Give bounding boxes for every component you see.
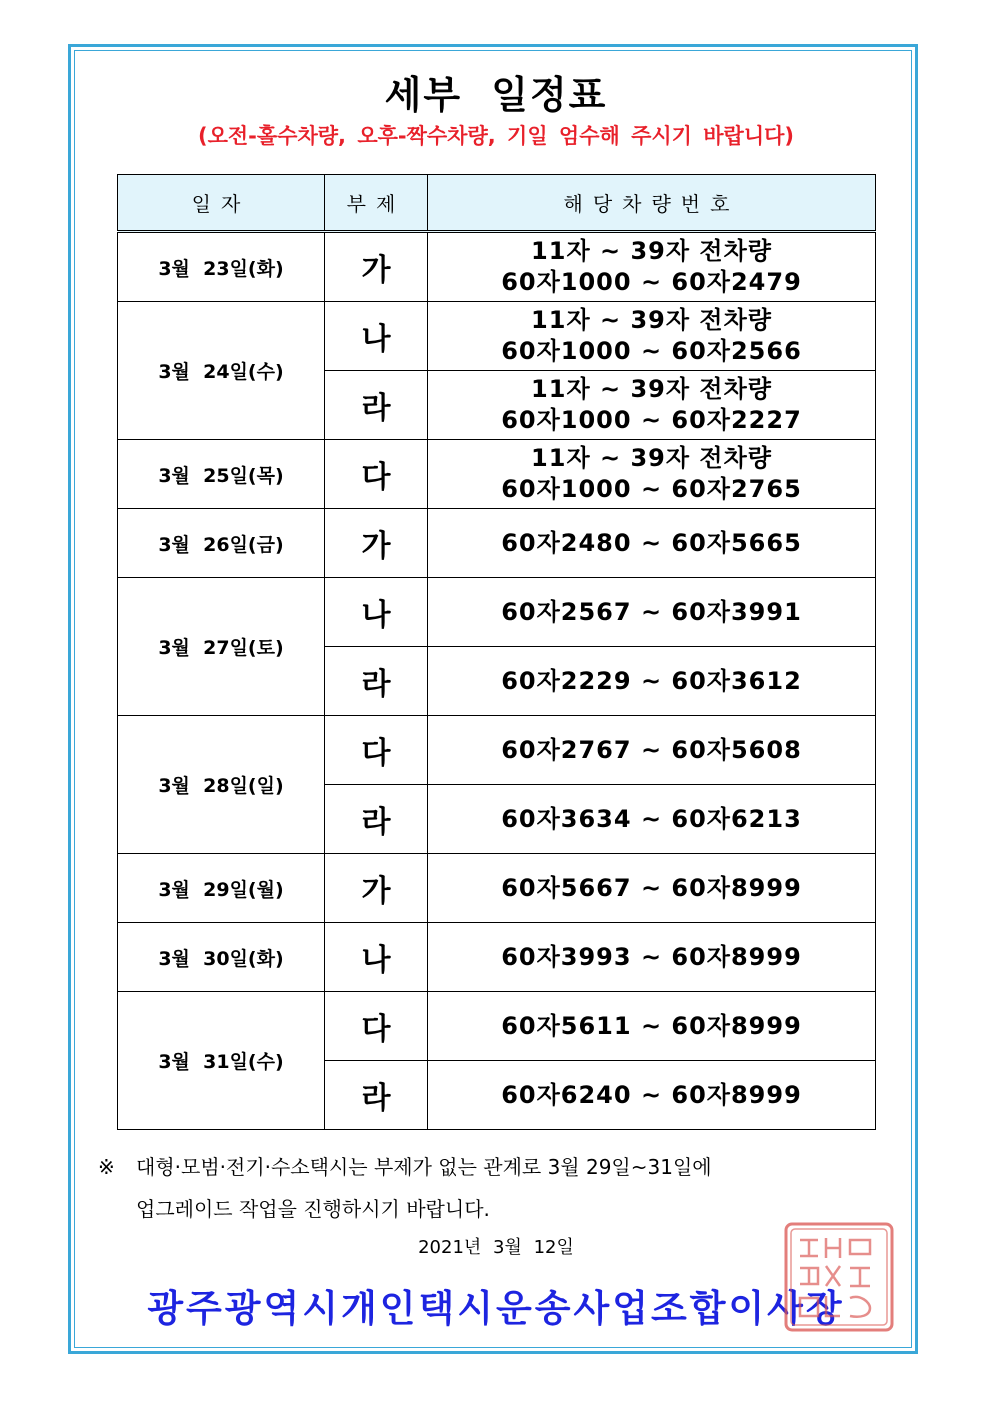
division-cell: 라 [325,647,428,716]
division-cell: 라 [325,1061,428,1130]
vehicle-range-cell: 60자2229 ~ 60자3612 [428,647,876,716]
vehicle-range-cell: 60자6240 ~ 60자8999 [428,1061,876,1130]
division-cell: 라 [325,371,428,440]
vehicle-range-cell: 11자 ~ 39자 전차량 60자1000 ~ 60자2765 [428,440,876,509]
date-cell: 3월 30일(화) [118,923,325,992]
table-row [118,232,876,302]
division-cell: 나 [325,302,428,371]
date-cell: 3월 27일(토) [118,578,325,716]
date-cell: 3월 23일(화) [118,232,325,302]
division-cell: 가 [325,232,428,302]
date-cell: 3월 25일(목) [118,440,325,509]
header-date: 일자 [118,175,325,232]
division-cell: 가 [325,509,428,578]
date-cell: 3월 28일(일) [118,716,325,854]
table-body [118,232,876,1130]
official-seal [780,1218,898,1336]
table-row [118,923,876,992]
signer-name: 광주광역시개인택시운송사업조합이사장 [147,1287,845,1330]
notice-line-1 [98,1146,712,1188]
header-division: 부제 [325,175,428,232]
division-cell: 다 [325,716,428,785]
vehicle-range-cell: 60자2567 ~ 60자3991 [428,578,876,647]
date-cell: 3월 29일(월) [118,854,325,923]
reference-mark: ※ [98,1155,115,1179]
vehicle-range-cell: 11자 ~ 39자 전차량 60자1000 ~ 60자2227 [428,371,876,440]
vehicle-range-cell: 60자3634 ~ 60자6213 [428,785,876,854]
table-header-row [118,175,876,232]
header-vehicles: 해당차량번호 [428,175,876,232]
division-cell: 나 [325,578,428,647]
vehicle-range-cell: 11자 ~ 39자 전차량 60자1000 ~ 60자2479 [428,232,876,302]
date-cell: 3월 26일(금) [118,509,325,578]
table-row [118,854,876,923]
vehicle-range-cell: 60자3993 ~ 60자8999 [428,923,876,992]
date-cell: 3월 24일(수) [118,302,325,440]
date-cell: 3월 31일(수) [118,992,325,1130]
notice [98,1146,712,1230]
schedule-table [117,174,876,1130]
table-row [118,302,876,371]
page-subtitle: (오전-홀수차량, 오후-짝수차량, 기일 엄수해 주시기 바랍니다) [198,124,794,148]
table-row [118,440,876,509]
table-row [118,716,876,785]
table-row [118,992,876,1061]
notice-text-1: 대형·모범·전기·수소택시는 부제가 없는 관계로 3월 29일~31일에 [136,1155,712,1179]
table-row [118,578,876,647]
division-cell: 다 [325,440,428,509]
division-cell: 가 [325,854,428,923]
division-cell: 다 [325,992,428,1061]
vehicle-range-cell: 60자5611 ~ 60자8999 [428,992,876,1061]
division-cell: 나 [325,923,428,992]
division-cell: 라 [325,785,428,854]
vehicle-range-cell: 11자 ~ 39자 전차량 60자1000 ~ 60자2566 [428,302,876,371]
page-title: 세부 일정표 [384,73,608,117]
vehicle-range-cell: 60자2767 ~ 60자5608 [428,716,876,785]
table-row [118,509,876,578]
notice-line-2: 업그레이드 작업을 진행하시기 바랍니다. [136,1197,490,1221]
vehicle-range-cell: 60자2480 ~ 60자5665 [428,509,876,578]
issue-date: 2021년 3월 12일 [418,1237,574,1258]
vehicle-range-cell: 60자5667 ~ 60자8999 [428,854,876,923]
